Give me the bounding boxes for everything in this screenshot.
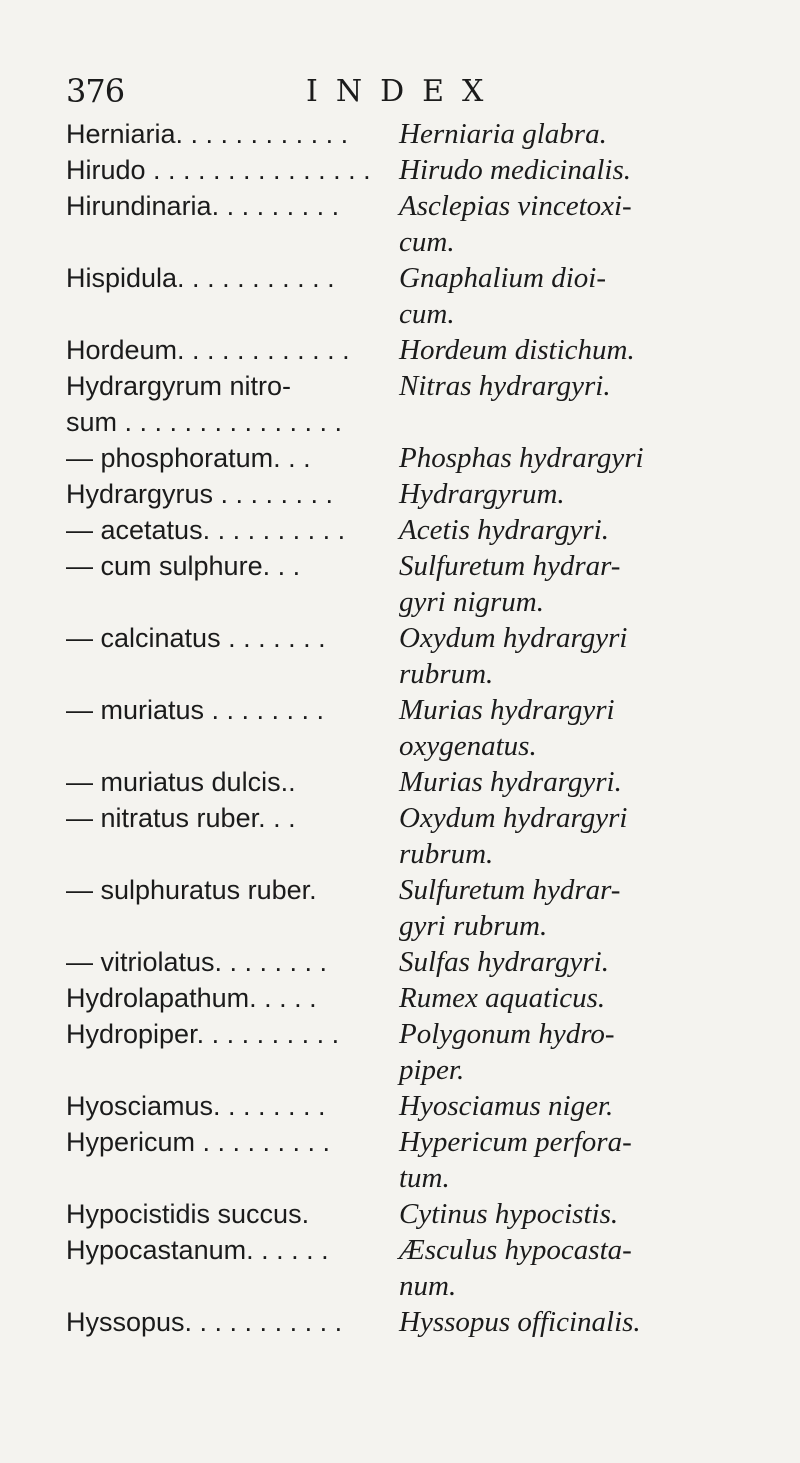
index-entry xyxy=(66,1232,786,1304)
index-term: Hirundinaria. . . . . . . . . xyxy=(66,191,340,221)
index-term: — phosphoratum. . . xyxy=(66,443,311,473)
systematic-name: Æsculus hypocasta- num. xyxy=(399,1234,632,1302)
index-entry xyxy=(66,1088,786,1124)
index-entries xyxy=(66,116,786,1340)
index-entry xyxy=(66,1196,786,1232)
index-term: — acetatus. . . . . . . . . . xyxy=(66,515,346,545)
index-term: Hyosciamus. . . . . . . . xyxy=(66,1091,326,1121)
systematic-name: Polygonum hydro- piper. xyxy=(399,1018,615,1086)
systematic-name: Sulfuretum hydrar- gyri nigrum. xyxy=(399,550,621,618)
index-entry xyxy=(66,1124,786,1196)
index-term: — muriatus dulcis.. xyxy=(66,767,296,797)
index-entry xyxy=(66,872,786,944)
index-entry xyxy=(66,152,786,188)
index-entry xyxy=(66,116,786,152)
index-term: Hordeum. . . . . . . . . . . . xyxy=(66,335,350,365)
index-term: — vitriolatus. . . . . . . . xyxy=(66,947,328,977)
index-term: Hypericum . . . . . . . . . xyxy=(66,1127,331,1157)
systematic-name: Cytinus hypocistis. xyxy=(399,1198,619,1230)
index-term: — calcinatus . . . . . . . xyxy=(66,623,326,653)
index-term: Hydrolapathum. . . . . xyxy=(66,983,317,1013)
index-term: Hypocastanum. . . . . . xyxy=(66,1235,329,1265)
index-entry xyxy=(66,188,786,260)
index-term: Hydropiper. . . . . . . . . . xyxy=(66,1019,340,1049)
index-entry xyxy=(66,548,786,620)
index-term: Hispidula. . . . . . . . . . . xyxy=(66,263,335,293)
index-entry xyxy=(66,476,786,512)
systematic-name: Sulfas hydrargyri. xyxy=(399,946,609,978)
index-term: — nitratus ruber. . . xyxy=(66,803,296,833)
index-entry xyxy=(66,332,786,368)
index-term: Herniaria. . . . . . . . . . . . xyxy=(66,119,349,149)
index-entry xyxy=(66,440,786,476)
index-entry xyxy=(66,260,786,332)
index-entry xyxy=(66,1016,786,1088)
systematic-name: Oxydum hydrargyri rubrum. xyxy=(399,802,628,870)
systematic-name: Gnaphalium dioi- cum. xyxy=(399,262,607,330)
index-term: Hirudo . . . . . . . . . . . . . . . xyxy=(66,155,371,185)
systematic-name: Hyosciamus niger. xyxy=(399,1090,614,1122)
systematic-name: Hypericum perfora- tum. xyxy=(399,1126,632,1194)
systematic-name: Hordeum distichum. xyxy=(399,334,635,366)
index-term: — sulphuratus ruber. xyxy=(66,875,317,905)
systematic-name: Acetis hydrargyri. xyxy=(399,514,609,546)
index-term: — muriatus . . . . . . . . xyxy=(66,695,325,725)
systematic-name: Hirudo medicinalis. xyxy=(399,154,631,186)
index-entry xyxy=(66,800,786,872)
systematic-name: Hyssopus officinalis. xyxy=(399,1306,641,1338)
index-entry xyxy=(66,944,786,980)
page-header xyxy=(66,72,766,116)
index-term: — cum sulphure. . . xyxy=(66,551,301,581)
index-term: Hyssopus. . . . . . . . . . . xyxy=(66,1307,343,1337)
systematic-name: Hydrargyrum. xyxy=(399,478,565,510)
systematic-name: Phosphas hydrargyri xyxy=(399,442,644,474)
page-number: 376 xyxy=(66,72,125,110)
systematic-name: Murias hydrargyri. xyxy=(399,766,622,798)
index-term: Hypocistidis succus. xyxy=(66,1199,310,1229)
index-entry xyxy=(66,692,786,764)
systematic-name: Nitras hydrargyri. xyxy=(399,370,611,402)
index-term: Hydrargyrus . . . . . . . . xyxy=(66,479,334,509)
index-term: Hydrargyrum nitro- sum . . . . . . . . . . . . . . . xyxy=(66,371,343,437)
running-head: INDEX xyxy=(306,74,502,109)
systematic-name: Rumex aquaticus. xyxy=(399,982,606,1014)
index-entry xyxy=(66,368,786,440)
index-entry xyxy=(66,620,786,692)
index-entry xyxy=(66,1304,786,1340)
index-entry xyxy=(66,512,786,548)
systematic-name: Asclepias vincetoxi- cum. xyxy=(399,190,632,258)
systematic-name: Sulfuretum hydrar- gyri rubrum. xyxy=(399,874,621,942)
index-entry xyxy=(66,764,786,800)
systematic-name: Murias hydrargyri oxygenatus. xyxy=(399,694,615,762)
systematic-name: Oxydum hydrargyri rubrum. xyxy=(399,622,628,690)
systematic-name: Herniaria glabra. xyxy=(399,118,607,150)
index-entry xyxy=(66,980,786,1016)
